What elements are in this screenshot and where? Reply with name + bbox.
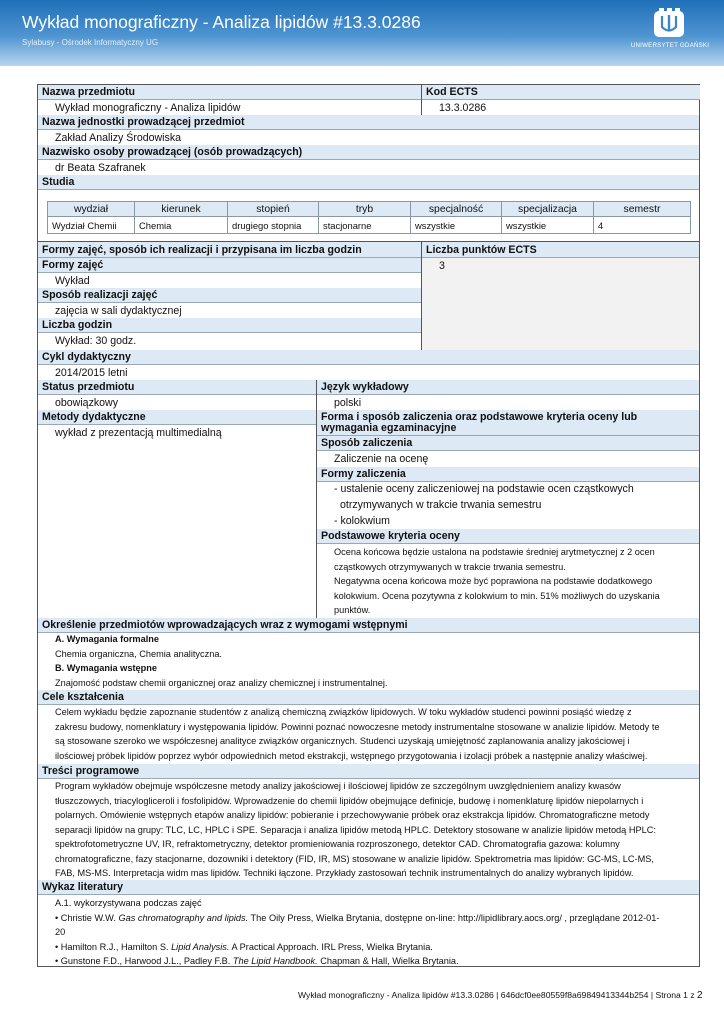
methods-value: wykład z prezentacją multimedialną: [55, 426, 222, 439]
status-label: Status przedmiotu: [38, 380, 317, 395]
studies-col-specialty: specjalność: [411, 202, 502, 217]
goals-line: Celem wykładu będzie zapoznanie studentów z analizą chemiczną związków lipidowych. W toku wykładów studenci powinni posiąść wiedzę z: [55, 707, 632, 717]
studies-col-faculty: wydział: [48, 202, 135, 217]
literature-intro: A.1. wykorzystywana podczas zajęć: [55, 898, 202, 908]
content-label: Treści programowe: [38, 764, 699, 779]
list-item-continued: 20: [55, 927, 66, 937]
formal-requirements-label: A. Wymagania formalne: [55, 634, 159, 644]
studies-label: Studia: [38, 175, 699, 190]
university-name: UNIWERSYTET GDAŃSKI: [630, 42, 710, 49]
forms-label: Formy zajęć: [38, 258, 421, 273]
page-title: Wykład monograficzny - Analiza lipidów #13.3.0286: [22, 12, 421, 32]
goals-text: [38, 705, 699, 763]
table-row: [48, 217, 691, 234]
course-name-label: Nazwa przedmiotu: [38, 85, 422, 100]
site-subtitle[interactable]: Sylabusy - Ośrodek Informatyczny UG: [22, 38, 159, 47]
assessment-method-label: Sposób zaliczenia: [317, 436, 699, 451]
criteria-line: Ocena końcowa będzie ustalona na podstawie średniej arytmetycznej z 2 ocen: [334, 547, 655, 557]
criteria-line: cząstkowych otrzymywanych w trakcie trwania semestru.: [334, 561, 566, 572]
content-text: [38, 779, 699, 881]
goals-label: Cele kształcenia: [38, 690, 699, 705]
list-item: otrzymywanych w trakcie trwania semestru: [340, 499, 542, 511]
studies-col-semester: semestr: [594, 202, 691, 217]
content-line: tłuszczowych, triacylogliceroli i fosfolipidów. Wprowadzenie do chemii lipidów obejmujące definicje, budowę i nomenklaturę lipidów niepolarnych i: [55, 795, 644, 806]
content-line: FAB, MS-MS. Interpretacja widm mas lipidów. Techniki łączone. Przykłady zastosowań technik instrumentalnych do analizy wybranych lipidów.: [55, 868, 634, 878]
content-line: separacji lipidów na grupy: TLC, LC, HPLC i SPE. Separacja i analiza lipidów metodą HPLC. Detektory stosowane w analizie lipidów metodą HPLC:: [55, 824, 656, 835]
methods-label: Metody dydaktyczne: [38, 410, 316, 425]
initial-requirements-value: Znajomość podstaw chemii organicznej oraz analizy chemicznej i instrumentalnej.: [55, 678, 388, 688]
prerequisites-label: Określenie przedmiotów wprowadzających wraz z wymogami wstępnymi: [38, 618, 699, 633]
studies-col-mode: tryb: [319, 202, 411, 217]
studies-cell: wszystkie: [411, 217, 502, 234]
language-label: Język wykładowy: [317, 380, 699, 395]
assessment-label: Forma i sposób zaliczenia oraz podstawowe kryteria oceny lub wymagania egzaminacyjne: [317, 410, 699, 436]
unit-value: Zakład Analizy Środowiska: [55, 131, 182, 144]
language-value: polski: [334, 396, 362, 409]
footer-text: Wykład monograficzny - Analiza lipidów #13.3.0286 | 646dcf0ee80559f8a69849413344b254 | Strona 1 z: [298, 990, 698, 1000]
criteria-text: [334, 545, 694, 618]
hours-label: Liczba godzin: [38, 318, 421, 333]
goals-line: zakresu budowy, nomenklatury i występowania lipidów. Powinni poznać nowoczesne metody instrumentalne stosowane w analizie lipidów. Metody te: [55, 721, 660, 732]
studies-col-specialization: specjalizacja: [502, 202, 594, 217]
studies-cell: Wydział Chemii: [48, 217, 135, 234]
cycle-value: 2014/2015 letni: [55, 366, 128, 379]
literature-list: [38, 896, 699, 969]
content-line: Program wykładów obejmuje współczesne metody analizy jakościowej i ilościowej lipidów ze szczególnym uwzględnieniem analizy kwasów: [55, 781, 621, 791]
content-line: spektrofotometryczne UV, IR, refraktometryczny, detektor promieniowania rozproszonego, detektor CAD. Chromatografia gazowa: kolumny: [55, 839, 620, 849]
ects-code-value: 13.3.0286: [439, 101, 487, 114]
list-item: - ustalenie oceny zaliczeniowej na podstawie ocen cząstkowych: [334, 483, 634, 495]
footer-total-pages: 2: [697, 990, 703, 1001]
studies-cell: Chemia: [135, 217, 228, 234]
university-logo-icon[interactable]: [653, 7, 685, 39]
studies-cell: stacjonarne: [319, 217, 411, 234]
studies-cell: wszystkie: [502, 217, 594, 234]
ects-code-label: Kod ECTS: [422, 85, 700, 100]
studies-cell: drugiego stopnia: [228, 217, 319, 234]
initial-requirements-label: B. Wymagania wstępne: [55, 663, 157, 673]
criteria-line: Negatywna ocena końcowa może być poprawiona na podstawie dodatkowego: [334, 576, 653, 586]
studies-col-field: kierunek: [135, 202, 228, 217]
goals-line: są stosowane szeroko we współczesnej analityce związków organicznych. Studenci uzyskają umiejętność zaplanowania analizy jakościowej i: [55, 736, 630, 746]
assessment-forms-label: Formy zaliczenia: [317, 467, 699, 482]
list-item: • Hamilton R.J., Hamilton S. Lipid Analysis. A Practical Approach. IRL Press, Wielka Brytania.: [55, 941, 433, 952]
criteria-label: Podstawowe kryteria oceny: [317, 529, 699, 544]
syllabus-sheet: [37, 84, 700, 967]
realization-value: zajęcia w sali dydaktycznej: [55, 304, 182, 317]
literature-label: Wykaz literatury: [38, 880, 699, 895]
studies-header-row: [48, 202, 691, 217]
list-item: - kolokwium: [334, 515, 390, 527]
ects-points-label: Liczba punktów ECTS: [422, 242, 699, 258]
content-line: chromatograficzne, fazy stacjonarne, dozowniki i detektory (FID, IR, MS) stosowane w analizie lipidów. Spektrometria mas lipidów: GC-MS, LC-MS,: [55, 853, 654, 864]
teacher-value: dr Beata Szafranek: [55, 161, 146, 174]
cycle-label: Cykl dydaktyczny: [38, 350, 699, 365]
goals-line: ilościowej próbek lipidów poprzez wybór odpowiednich metod ekstrakcji, wstępnego przygotowania i izolacji próbek a następnie analizy właściwej.: [55, 750, 648, 761]
hours-value: Wykład: 30 godz.: [55, 334, 137, 347]
studies-col-degree: stopień: [228, 202, 319, 217]
list-item: • Christie W.W. Gas chromatography and lipids. The Oily Press, Wielka Brytania, dostępne on-line: http://lipidlibrary.aocs.org/ , przeglądane 2012-01-: [55, 912, 660, 923]
course-name-value: Wykład monograficzny - Analiza lipidów: [55, 101, 241, 114]
forms-section-label: Formy zajęć, sposób ich realizacji i przypisana im liczba godzin: [38, 242, 422, 258]
page-footer: [298, 990, 703, 1001]
header-banner: [0, 0, 724, 66]
criteria-line: punktów.: [334, 605, 371, 615]
list-item: • Gunstone F.D., Harwood J.L., Padley F.B. The Lipid Handbook. Chapman & Hall, Wielka Brytania.: [55, 956, 459, 966]
status-value: obowiązkowy: [55, 396, 119, 409]
teacher-label: Nazwisko osoby prowadzącej (osób prowadzących): [38, 145, 699, 160]
studies-cell: 4: [594, 217, 691, 234]
content-line: polarnych. Omówienie wstępnych etapów analizy lipidów: pobieranie i przechowywanie próbek oraz ekstrakcja lipidów. Chromatograficzne metody: [55, 810, 650, 820]
unit-label: Nazwa jednostki prowadzącej przedmiot: [38, 115, 699, 130]
ects-points-value: 3: [439, 260, 445, 272]
studies-table: [47, 201, 691, 234]
criteria-line: kolokwium. Ocena pozytywna z kolokwium to min. 51% możliwych do uzyskania: [334, 590, 660, 601]
formal-requirements-value: Chemia organiczna, Chemia analityczna.: [55, 649, 222, 659]
realization-label: Sposób realizacji zajęć: [38, 288, 421, 303]
assessment-method-value: Zaliczenie na ocenę: [334, 453, 429, 465]
forms-value: Wykład: [55, 274, 90, 287]
